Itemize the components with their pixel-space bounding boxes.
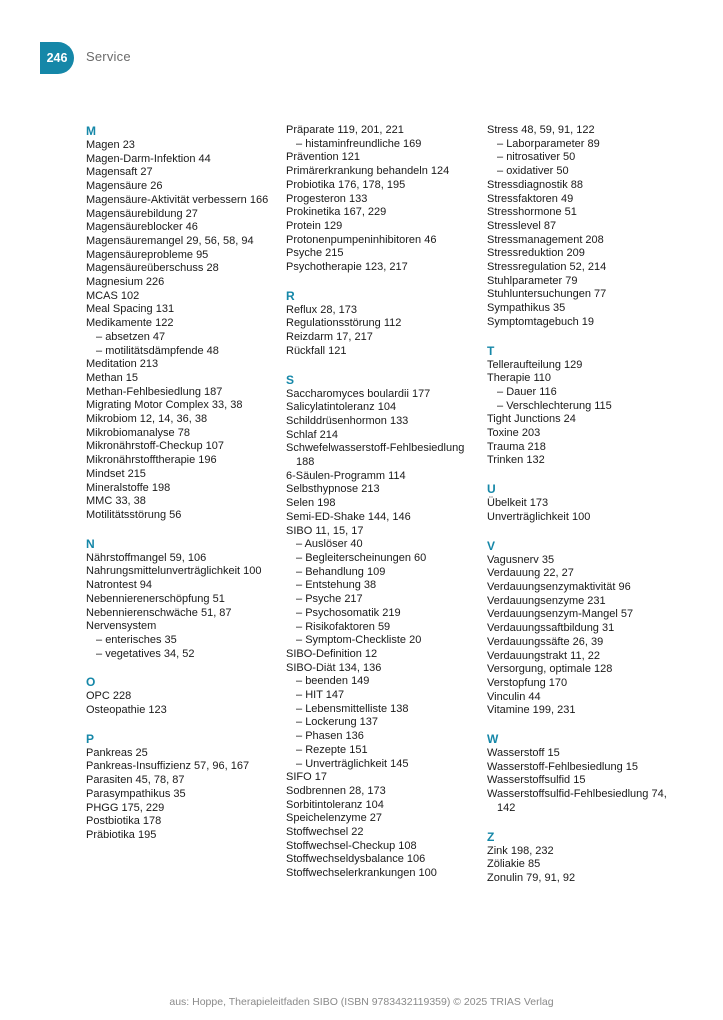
index-subentry: – Begleiterscheinungen 60 (286, 552, 476, 566)
index-entry: Saccharomyces boulardii 177 (286, 387, 431, 400)
index-subentry: – Unverträglichkeit 145 (286, 758, 476, 772)
index-subentry: – Entstehung 38 (286, 579, 476, 593)
index-entry: Nebennierenerschöpfung 51 (86, 592, 225, 605)
index-entry: Stressmanagement 208 (487, 233, 604, 246)
index-entry: Sympathikus 35 (487, 302, 566, 315)
index-entry: Probiotika 176, 178, 195 (286, 178, 406, 191)
page-number-badge: 246 (40, 42, 74, 74)
index-subentry: – Rezepte 151 (286, 744, 476, 758)
index-entry: Stress 48, 59, 91, 122 (487, 124, 595, 136)
index-entry: Verdauungssäfte 26, 39 (487, 635, 604, 648)
index-entry: Mineralstoffe 198 (86, 481, 171, 494)
index-entry: Mikrobiomanalyse 78 (86, 426, 190, 439)
index-entry: Parasiten 45, 78, 87 (86, 774, 185, 787)
index-letter-heading: M (86, 124, 96, 138)
index-entry: Stresslevel 87 (487, 219, 557, 232)
index-subentry: – Lockerung 137 (286, 716, 476, 730)
index-entry: Zöliakie 85 (487, 858, 541, 871)
index-subentry: – Symptom-Checkliste 20 (286, 634, 476, 648)
index-entry: Wasserstoffsulfid-Fehlbesiedlung 74, 142 (487, 788, 667, 814)
index-entry: 6-Säulen-Programm 114 (286, 469, 406, 482)
index-entry: Magensäure 26 (86, 180, 163, 193)
index-letter-heading: S (286, 372, 295, 387)
index-entry: Progesteron 133 (286, 192, 368, 205)
index-entry: Stressfaktoren 49 (487, 192, 574, 205)
index-entry: PHGG 175, 229 (86, 801, 165, 814)
index-entry: Pankreas 25 (86, 746, 148, 759)
index-subentry: – absetzen 47 (86, 331, 276, 345)
index-column-2 (286, 124, 476, 895)
index-entry: MMC 33, 38 (86, 495, 146, 508)
index-entry: Nährstoffmangel 59, 106 (86, 551, 207, 564)
index-group (487, 732, 677, 816)
index-entry: Regulationsstörung 112 (286, 317, 402, 330)
section-title: Service (86, 49, 131, 64)
index-group (86, 537, 276, 662)
index-entry: Stuhluntersuchungen 77 (487, 288, 607, 301)
index-group (487, 830, 677, 886)
index-entry: Therapie 110 (487, 372, 552, 385)
index-entry: Stoffwechsel-Checkup 108 (286, 839, 417, 852)
index-entry: Protonenpumpeninhibitoren 46 (286, 233, 437, 246)
index-letter-heading: O (86, 675, 96, 690)
index-subentry: – Dauer 116 (487, 386, 677, 400)
index-entry: Magensäureprobleme 95 (86, 248, 209, 261)
index-subentry: – motilitätsdämpfende 48 (86, 345, 276, 359)
index-entry: Sodbrennen 28, 173 (286, 784, 386, 797)
page-footer: aus: Hoppe, Therapieleitfaden SIBO (ISBN 9783432119359) © 2025 TRIAS Verlag (169, 996, 554, 1008)
index-entry: Prävention 121 (286, 151, 360, 164)
index-entry: Wasserstoff-Fehlbesiedlung 15 (487, 760, 639, 773)
index-entry: SIBO 11, 15, 17 (286, 524, 364, 537)
index-subentry: – Risikofaktoren 59 (286, 621, 476, 635)
index-subentry: – Auslöser 40 (286, 538, 476, 552)
index-entry: Salicylatintoleranz 104 (286, 401, 397, 414)
index-subentry: – histaminfreundliche 169 (286, 138, 476, 152)
index-entry: SIFO 17 (286, 771, 327, 784)
index-subentry: – Behandlung 109 (286, 566, 476, 580)
index-entry: Symptomtagebuch 19 (487, 315, 595, 328)
index-entry: Übelkeit 173 (487, 497, 549, 510)
index-column-1 (86, 124, 276, 857)
index-entry: Präbiotika 195 (86, 828, 157, 841)
index-entry: Stoffwechsel 22 (286, 826, 364, 839)
index-entry: Rückfall 121 (286, 344, 347, 357)
index-entry: Telleraufteilung 129 (487, 358, 583, 371)
index-entry: Migrating Motor Complex 33, 38 (86, 399, 243, 412)
index-entry: MCAS 102 (86, 289, 140, 302)
index-entry: Verstopfung 170 (487, 676, 568, 689)
index-entry: Trinken 132 (487, 454, 545, 467)
index-entry: Nebennierenschwäche 51, 87 (86, 606, 232, 619)
index-entry: Mindset 215 (86, 467, 146, 480)
index-entry: Verdauungsenzym-Mangel 57 (487, 608, 634, 621)
index-subentry: – Laborparameter 89 (487, 138, 677, 152)
index-entry: SIBO-Definition 12 (286, 647, 378, 660)
index-entry: Meal Spacing 131 (86, 303, 175, 316)
index-group (286, 289, 476, 359)
index-entry: Primärerkrankung behandeln 124 (286, 165, 450, 178)
index-entry: Verdauungsenzyme 231 (487, 594, 606, 607)
index-entry: Protein 129 (286, 219, 343, 232)
index-entry: Methan-Fehlbesiedlung 187 (86, 385, 223, 398)
index-entry: Vitamine 199, 231 (487, 704, 576, 717)
index-entry: Selbsthypnose 213 (286, 483, 380, 496)
index-column-3 (487, 124, 677, 900)
index-entry: Magensäure-Aktivität verbessern 166 (86, 193, 269, 206)
index-entry: Magensaft 27 (86, 166, 153, 179)
index-entry: Zonulin 79, 91, 92 (487, 871, 576, 884)
index-entry: Selen 198 (286, 497, 336, 510)
index-entry: Reflux 28, 173 (286, 303, 357, 316)
index-entry: Wasserstoff 15 (487, 747, 560, 760)
index-letter-heading: R (286, 288, 295, 303)
index-entry: Verdauungssaftbildung 31 (487, 622, 615, 635)
index-group (487, 124, 677, 330)
index-entry: Tight Junctions 24 (487, 413, 576, 426)
index-entry: Natrontest 94 (86, 579, 153, 592)
index-entry: Magensäureüberschuss 28 (86, 262, 219, 275)
index-entry: Präparate 119, 201, 221 (286, 124, 404, 136)
index-entry: Stoffwechseldysbalance 106 (286, 853, 426, 866)
index-entry: Schwefelwasserstoff-Fehlbesiedlung 188 (286, 442, 465, 469)
index-letter-heading: P (86, 731, 95, 746)
index-entry: Mikronährstoff-Checkup 107 (86, 440, 224, 453)
index-entry: Vagusnerv 35 (487, 553, 555, 566)
index-subentry: – nitrosativer 50 (487, 151, 677, 165)
index-entry: Reizdarm 17, 217 (286, 331, 373, 344)
index-entry: Osteopathie 123 (86, 704, 167, 717)
index-entry: Schlaf 214 (286, 428, 338, 441)
index-group (86, 675, 276, 717)
index-entry: Verdauungsenzymaktivität 96 (487, 580, 631, 593)
index-entry: Trauma 218 (487, 440, 546, 453)
index-letter-heading: Z (487, 829, 495, 844)
index-subentry: – Phasen 136 (286, 730, 476, 744)
index-entry: Magen 23 (86, 139, 135, 151)
index-entry: Magensäurebildung 27 (86, 207, 198, 220)
index-entry: Stuhlparameter 79 (487, 274, 578, 287)
index-letter-heading: W (487, 732, 499, 747)
index-subentry: – Verschlechterung 115 (487, 400, 677, 414)
index-entry: Pankreas-Insuffizienz 57, 96, 167 (86, 760, 250, 773)
index-entry: Schilddrüsenhormon 133 (286, 414, 409, 427)
index-entry: Mikrobiom 12, 14, 36, 38 (86, 413, 208, 426)
index-entry: Magen-Darm-Infektion 44 (86, 152, 211, 165)
index-subentry: – Psyche 217 (286, 593, 476, 607)
index-entry: Verdauung 22, 27 (487, 567, 574, 580)
index-entry: Mikronährstofftherapie 196 (86, 454, 217, 467)
index-subentry: – beenden 149 (286, 675, 476, 689)
index-group (86, 732, 276, 843)
index-entry: Verdauungstrakt 11, 22 (487, 649, 600, 662)
index-entry: Psyche 215 (286, 247, 344, 260)
index-entry: Nervensystem (86, 620, 157, 633)
index-entry: Zink 198, 232 (487, 844, 554, 857)
index-subentry: – enterisches 35 (86, 634, 276, 648)
index-entry: Vinculin 44 (487, 690, 541, 703)
index-entry: SIBO-Diät 134, 136 (286, 661, 382, 674)
index-entry: Postbiotika 178 (86, 815, 162, 828)
index-entry: Magensäuremangel 29, 56, 58, 94 (86, 234, 254, 247)
index-group (487, 482, 677, 524)
index-group (487, 344, 677, 469)
index-subentry: – Lebensmittelliste 138 (286, 703, 476, 717)
index-entry: Stressdiagnostik 88 (487, 178, 583, 191)
index-subentry: – oxidativer 50 (487, 165, 677, 179)
index-entry: Stressreduktion 209 (487, 247, 585, 260)
index-group (86, 124, 276, 523)
index-entry: Magnesium 226 (86, 276, 165, 289)
index-entry: Sorbitintoleranz 104 (286, 798, 384, 811)
index-letter-heading: V (487, 538, 496, 553)
index-entry: Psychotherapie 123, 217 (286, 261, 408, 274)
index-entry: Versorgung, optimale 128 (487, 663, 613, 676)
index-entry: Stressregulation 52, 214 (487, 261, 607, 274)
index-entry: Parasympathikus 35 (86, 787, 186, 800)
index-entry: Nahrungsmittelunverträglichkeit 100 (86, 565, 262, 578)
index-entry: Prokinetika 167, 229 (286, 206, 387, 219)
index-entry: Meditation 213 (86, 358, 159, 371)
index-group (286, 124, 476, 275)
index-entry: Medikamente 122 (86, 317, 174, 330)
index-letter-heading: T (487, 343, 495, 358)
index-entry: OPC 228 (86, 690, 132, 703)
index-letter-heading: N (86, 536, 95, 551)
index-entry: Stoffwechselerkrankungen 100 (286, 867, 437, 880)
index-letter-heading: U (487, 482, 496, 497)
index-subentry: – vegetatives 34, 52 (86, 648, 276, 662)
index-group (286, 373, 476, 881)
index-entry: Toxine 203 (487, 427, 541, 440)
index-subentry: – HIT 147 (286, 689, 476, 703)
index-entry: Stresshormone 51 (487, 206, 577, 219)
index-entry: Magensäureblocker 46 (86, 221, 198, 234)
index-entry: Methan 15 (86, 371, 138, 384)
index-entry: Semi-ED-Shake 144, 146 (286, 510, 411, 523)
index-subentry: – Psychosomatik 219 (286, 607, 476, 621)
index-entry: Motilitätsstörung 56 (86, 508, 182, 521)
index-entry: Unverträglichkeit 100 (487, 510, 591, 523)
index-entry: Wasserstoffsulfid 15 (487, 774, 586, 787)
index-group (487, 539, 677, 718)
index-entry: Speichelenzyme 27 (286, 812, 383, 825)
